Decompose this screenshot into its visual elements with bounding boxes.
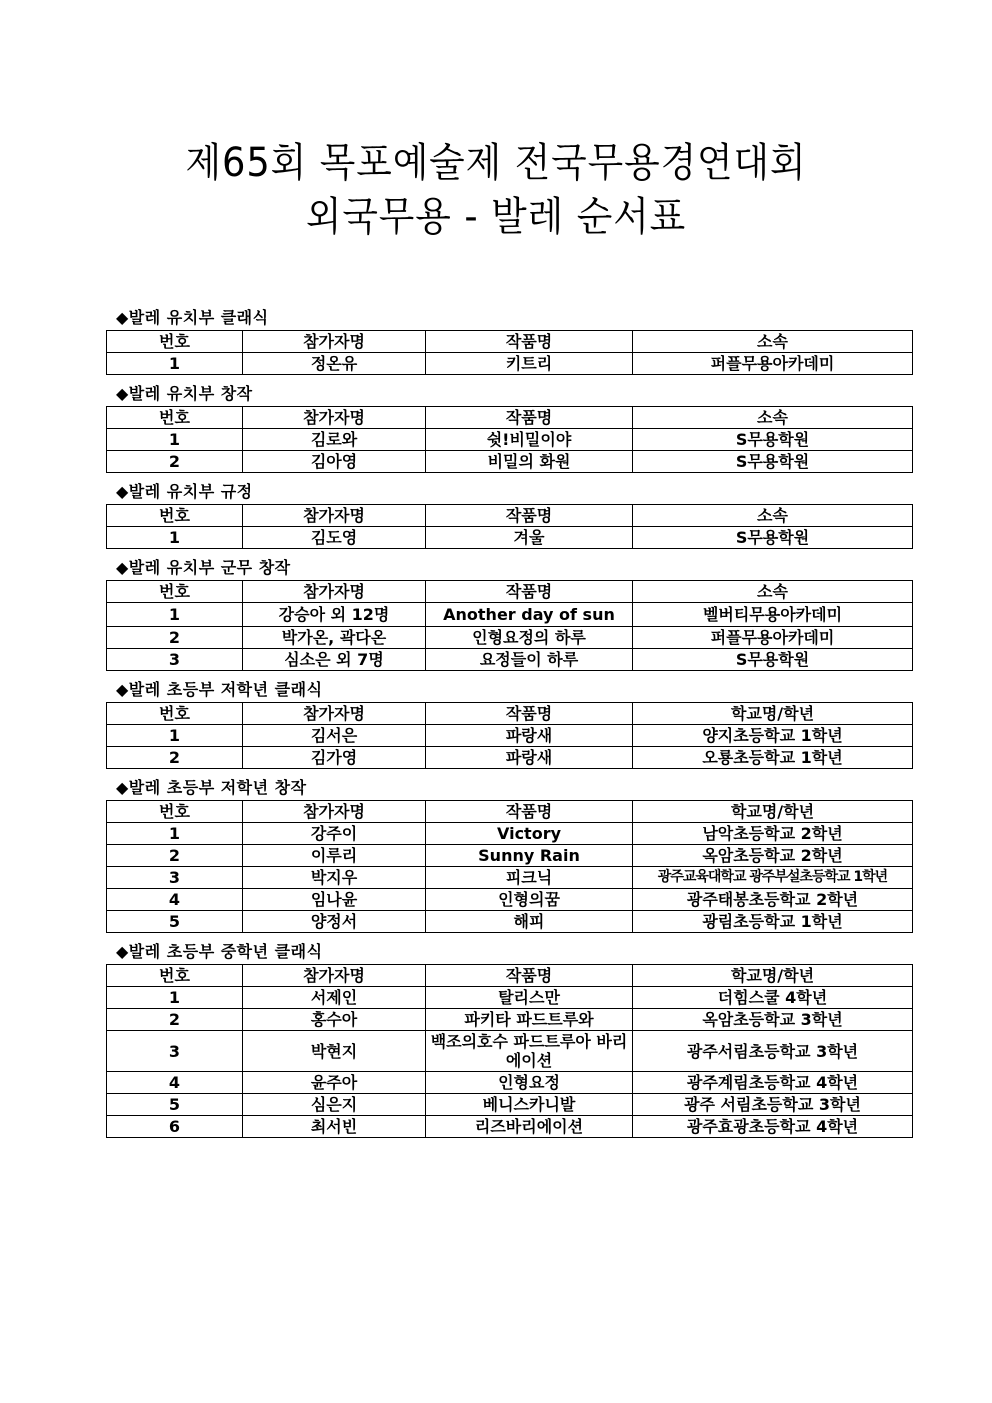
participant-name: 심은지 [243,1094,426,1116]
section-title: ◆발레 유치부 창작 [116,384,253,403]
table-header-row [107,331,913,353]
table-row [107,1009,913,1031]
column-header: 참가자명 [243,965,426,987]
work-title: 피크닉 [426,867,633,889]
section-title: ◆발레 유치부 클래식 [116,308,269,327]
schedule-table [106,964,913,1138]
column-header: 참가자명 [243,703,426,725]
section-5 [106,776,912,933]
entry-number: 6 [107,1116,243,1138]
table-row [107,1031,913,1072]
affiliation: 양지초등학교 1학년 [633,725,913,747]
schedule-table [106,580,913,671]
entry-number: 3 [107,1031,243,1072]
participant-name: 김로와 [243,429,426,451]
column-header: 학교명/학년 [633,703,913,725]
participant-name: 홍수아 [243,1009,426,1031]
table-row [107,845,913,867]
entry-number: 4 [107,889,243,911]
column-header: 소속 [633,331,913,353]
work-title: 파랑새 [426,725,633,747]
column-header: 소속 [633,407,913,429]
table-header-row [107,407,913,429]
affiliation: 퍼플무용아카데미 [633,353,913,375]
table-row [107,1116,913,1138]
table-row [107,527,913,549]
affiliation: 퍼플무용아카데미 [633,627,913,649]
table-row [107,627,913,649]
affiliation: 광주서림초등학교 3학년 [633,1031,913,1072]
participant-name: 강승아 외 12명 [243,603,426,627]
column-header: 학교명/학년 [633,965,913,987]
participant-name: 양정서 [243,911,426,933]
participant-name: 김서은 [243,725,426,747]
column-header: 번호 [107,703,243,725]
work-title: 베니스카니발 [426,1094,633,1116]
column-header: 참가자명 [243,801,426,823]
entry-number: 1 [107,987,243,1009]
entry-number: 1 [107,353,243,375]
table-row [107,649,913,671]
participant-name: 박지우 [243,867,426,889]
entry-number: 2 [107,627,243,649]
participant-name: 서제인 [243,987,426,1009]
affiliation: 광주효광초등학교 4학년 [633,1116,913,1138]
table-row [107,747,913,769]
column-header: 번호 [107,407,243,429]
participant-name: 최서빈 [243,1116,426,1138]
work-title: Another day of sun [426,603,633,627]
work-title: 겨울 [426,527,633,549]
section-title: ◆발레 유치부 규정 [116,482,253,501]
column-header: 소속 [633,581,913,603]
entry-number: 1 [107,429,243,451]
entry-number: 2 [107,747,243,769]
participant-name: 박가온, 곽다온 [243,627,426,649]
work-title: 인형의꿈 [426,889,633,911]
title-line-2: 외국무용 - 발레 순서표 [305,194,687,240]
schedule-table [106,800,913,933]
affiliation: S무용학원 [633,527,913,549]
table-row [107,725,913,747]
work-title: 파키타 파드트루와 [426,1009,633,1031]
column-header: 참가자명 [243,331,426,353]
participant-name: 김아영 [243,451,426,473]
column-header: 소속 [633,505,913,527]
schedule-content [106,306,912,1145]
column-header: 작품명 [426,331,633,353]
column-header: 작품명 [426,505,633,527]
table-row [107,451,913,473]
schedule-table [106,406,913,473]
work-title: 쉿!비밀이야 [426,429,633,451]
schedule-table [106,702,913,769]
entry-number: 2 [107,451,243,473]
table-header-row [107,801,913,823]
column-header: 작품명 [426,965,633,987]
entry-number: 3 [107,649,243,671]
column-header: 학교명/학년 [633,801,913,823]
affiliation: S무용학원 [633,649,913,671]
schedule-table [106,504,913,549]
entry-number: 1 [107,527,243,549]
column-header: 작품명 [426,407,633,429]
column-header: 작품명 [426,581,633,603]
work-title: 탈리스만 [426,987,633,1009]
section-3 [106,556,912,671]
section-4 [106,678,912,769]
work-title: 키트리 [426,353,633,375]
section-6 [106,940,912,1138]
work-title: 리즈바리에이션 [426,1116,633,1138]
work-title: 요정들이 하루 [426,649,633,671]
participant-name: 김가영 [243,747,426,769]
affiliation: 남악초등학교 2학년 [633,823,913,845]
work-title: 인형요정 [426,1072,633,1094]
column-header: 번호 [107,331,243,353]
document-title [0,136,992,244]
column-header: 번호 [107,965,243,987]
work-title: 해피 [426,911,633,933]
table-header-row [107,703,913,725]
column-header: 참가자명 [243,407,426,429]
column-header: 작품명 [426,801,633,823]
work-title: Victory [426,823,633,845]
affiliation: 옥암초등학교 3학년 [633,1009,913,1031]
work-title: Sunny Rain [426,845,633,867]
table-row [107,429,913,451]
entry-number: 5 [107,911,243,933]
section-title: ◆발레 초등부 저학년 창작 [116,778,307,797]
participant-name: 임나윤 [243,889,426,911]
table-header-row [107,965,913,987]
schedule-table [106,330,913,375]
affiliation: S무용학원 [633,451,913,473]
table-row [107,603,913,627]
participant-name: 이루리 [243,845,426,867]
table-row [107,353,913,375]
entry-number: 3 [107,867,243,889]
column-header: 번호 [107,505,243,527]
table-row [107,1094,913,1116]
participant-name: 심소은 외 7명 [243,649,426,671]
title-line-1: 제65회 목포예술제 전국무용경연대회 [185,140,807,186]
affiliation: 광주교육대학교 광주부설초등학교 1학년 [633,867,913,889]
affiliation: 오룡초등학교 1학년 [633,747,913,769]
participant-name: 윤주아 [243,1072,426,1094]
entry-number: 2 [107,845,243,867]
table-row [107,867,913,889]
entry-number: 1 [107,725,243,747]
section-1 [106,382,912,473]
column-header: 번호 [107,581,243,603]
affiliation: 광주 서림초등학교 3학년 [633,1094,913,1116]
column-header: 참가자명 [243,505,426,527]
affiliation: S무용학원 [633,429,913,451]
section-title: ◆발레 초등부 저학년 클래식 [116,680,323,699]
entry-number: 1 [107,603,243,627]
table-row [107,889,913,911]
participant-name: 김도영 [243,527,426,549]
affiliation: 더힘스쿨 4학년 [633,987,913,1009]
affiliation: 광주태봉초등학교 2학년 [633,889,913,911]
affiliation: 광주계림초등학교 4학년 [633,1072,913,1094]
section-2 [106,480,912,549]
work-title: 백조의호수 파드트루아 바리에이션 [426,1031,633,1072]
table-header-row [107,581,913,603]
affiliation: 옥암초등학교 2학년 [633,845,913,867]
column-header: 번호 [107,801,243,823]
participant-name: 박현지 [243,1031,426,1072]
participant-name: 정온유 [243,353,426,375]
entry-number: 1 [107,823,243,845]
entry-number: 2 [107,1009,243,1031]
table-row [107,1072,913,1094]
work-title: 비밀의 화원 [426,451,633,473]
participant-name: 강주이 [243,823,426,845]
section-title: ◆발레 유치부 군무 창작 [116,558,291,577]
table-row [107,823,913,845]
section-0 [106,306,912,375]
table-row [107,911,913,933]
work-title: 파랑새 [426,747,633,769]
affiliation: 광림초등학교 1학년 [633,911,913,933]
entry-number: 5 [107,1094,243,1116]
table-header-row [107,505,913,527]
affiliation: 벨버티무용아카데미 [633,603,913,627]
column-header: 작품명 [426,703,633,725]
work-title: 인형요정의 하루 [426,627,633,649]
section-title: ◆발레 초등부 중학년 클래식 [116,942,323,961]
entry-number: 4 [107,1072,243,1094]
column-header: 참가자명 [243,581,426,603]
table-row [107,987,913,1009]
